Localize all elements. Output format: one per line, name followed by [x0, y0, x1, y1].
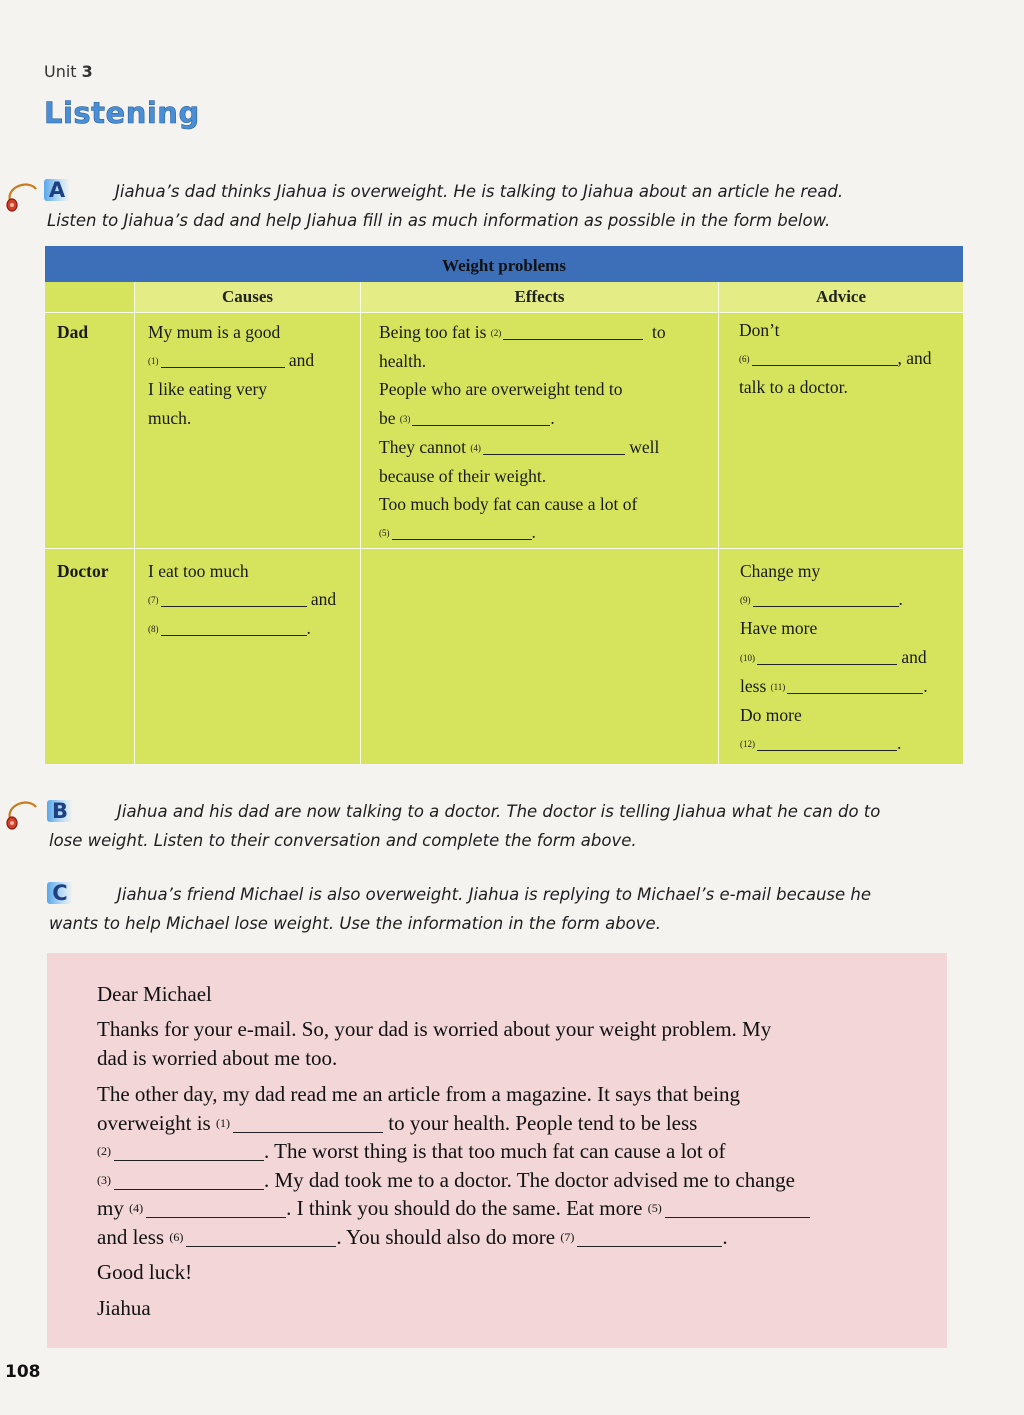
headphones-icon — [2, 175, 42, 215]
table-title-bar — [45, 246, 963, 282]
letter-paragraph-2: The other day, my dad read me an article from a magazine. It says that being overweight is (1) to your health. People tend to be less (2) . The worst thing is that too much fat can cause a lot of (3) . My dad took me to a doctor. The doctor advised me to change my (4) . I think you should do the same. Eat more (5) and less (6) . You should also do more (7) . — [97, 1080, 810, 1251]
answer-blank[interactable] — [757, 648, 897, 665]
table-divider — [45, 312, 963, 313]
column-header-effects: Effects — [361, 282, 718, 312]
section-a-instruction-line2: Listen to Jiahua’s dad and help Jiahua fill in as much information as possible in the form below. — [47, 211, 831, 230]
column-header-causes: Causes — [135, 282, 360, 312]
letter-closing: Good luck! — [97, 1260, 193, 1284]
answer-blank[interactable] — [161, 590, 307, 607]
row-label-dad: Dad — [57, 322, 89, 342]
doctor-causes-cell: I eat too much (7) and (8) . — [148, 561, 337, 639]
dad-causes-cell: My mum is a good (1) and I like eating very much. — [148, 322, 315, 428]
dad-effects-cell: Being too fat is (2) to health. People who are overweight tend to be (3) . They cannot (4) well because of their weight. Too much body fat can cause a lot of (5) . — [379, 322, 666, 543]
table-divider — [718, 282, 719, 764]
row-label-doctor: Doctor — [57, 561, 109, 581]
dad-advice-cell: Don’t (6) , and talk to a doctor. — [739, 320, 932, 398]
answer-blank[interactable] — [752, 349, 898, 366]
email-letter-box — [47, 953, 947, 1348]
section-c-instruction-line1: Jiahua’s friend Michael is also overweight. Jiahua is replying to Michael’s e-mail because he — [117, 885, 872, 904]
answer-blank[interactable] — [412, 409, 550, 426]
answer-blank[interactable] — [114, 1171, 264, 1190]
answer-blank[interactable] — [233, 1114, 383, 1133]
table-divider — [134, 282, 135, 764]
table-divider — [360, 282, 361, 764]
section-a-instruction-line1: Jiahua’s dad thinks Jiahua is overweight. He is talking to Jiahua about an article he read. — [115, 182, 844, 201]
letter-paragraph-1: Thanks for your e-mail. So, your dad is worried about your weight problem. My dad is worried about me too. — [97, 1017, 772, 1070]
table-divider — [45, 548, 963, 549]
answer-blank[interactable] — [503, 323, 643, 340]
answer-blank[interactable] — [753, 590, 899, 607]
section-b-badge: B — [47, 800, 73, 822]
answer-blank[interactable] — [146, 1199, 286, 1218]
answer-blank[interactable] — [483, 438, 625, 455]
answer-blank[interactable] — [161, 619, 307, 636]
answer-blank[interactable] — [114, 1142, 264, 1161]
column-header-advice: Advice — [719, 282, 963, 312]
section-a-badge: A — [44, 179, 70, 201]
section-c-instruction-line2: wants to help Michael lose weight. Use the information in the form above. — [49, 914, 661, 933]
answer-blank[interactable] — [186, 1228, 336, 1247]
section-b-instruction-line1: Jiahua and his dad are now talking to a doctor. The doctor is telling Jiahua what he can do to — [117, 802, 881, 821]
section-b-instruction-line2: lose weight. Listen to their conversation and complete the form above. — [49, 831, 637, 850]
unit-number: 3 — [81, 62, 93, 81]
answer-blank[interactable] — [757, 734, 897, 751]
table-title: Weight problems — [442, 256, 566, 275]
answer-blank[interactable] — [392, 523, 532, 540]
page-number: 108 — [5, 1362, 41, 1382]
letter-signature: Jiahua — [97, 1296, 151, 1320]
answer-blank[interactable] — [577, 1228, 722, 1247]
headphones-icon — [2, 793, 42, 833]
section-title: Listening — [44, 96, 200, 130]
letter-greeting: Dear Michael — [97, 982, 212, 1006]
section-c-badge: C — [47, 882, 73, 904]
doctor-advice-cell: Change my (9) . Have more (10) and less (11) . Do more (12) . — [740, 561, 928, 754]
answer-blank[interactable] — [787, 677, 923, 694]
answer-blank[interactable] — [665, 1199, 810, 1218]
answer-blank[interactable] — [161, 351, 285, 368]
weight-problems-table — [45, 246, 963, 764]
unit-label: Unit 3 — [44, 62, 93, 81]
